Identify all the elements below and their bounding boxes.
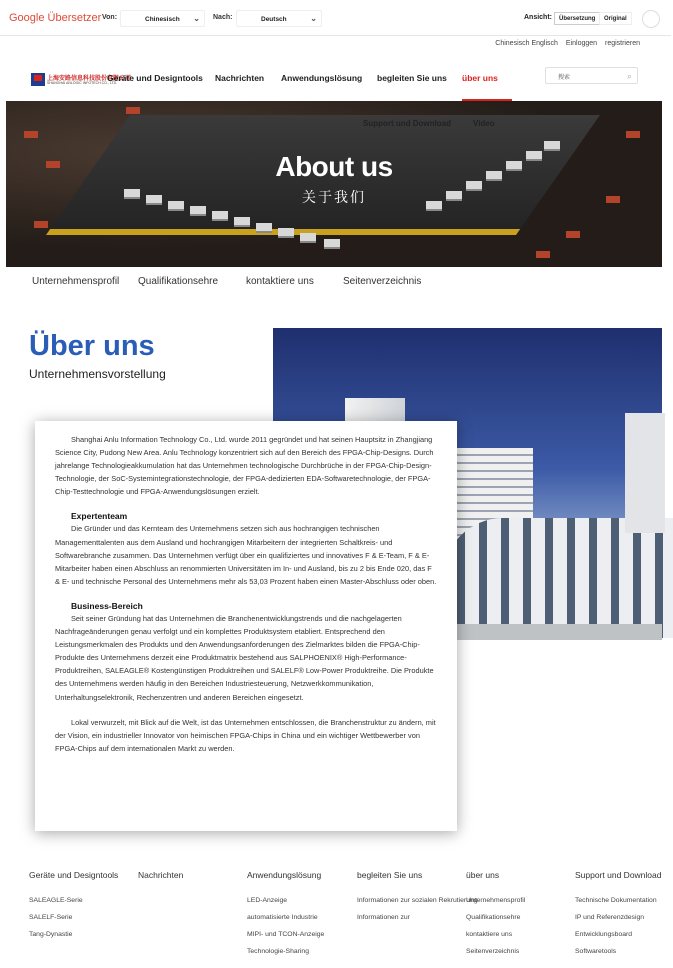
nav-item-solutions[interactable]: Anwendungslösung <box>281 73 363 83</box>
footer-col-about <box>466 870 525 965</box>
footer-col-title[interactable]: Geräte und Designtools <box>29 870 119 880</box>
login-link[interactable]: Einloggen <box>565 40 598 47</box>
nav-item-support[interactable]: Support und Download <box>363 119 451 128</box>
subnav-sitemap[interactable]: Seitenverzeichnis <box>343 276 422 287</box>
footer-col-title[interactable]: über uns <box>466 870 500 880</box>
about-intro-text: Shanghai Anlu Information Technology Co., Ltd. wurde 2011 gegründet und hat seinen Hauptsitz in Zhangjiang Science City, Pudong New Area. Anlu Technology konzentriert sich auf den Bereich des FPGA-Chip-Designs. Durch jahrelange Technologieakkumulation hat das Unternehmen technologische Durchbrüche in der FPGA-Chip-Design-Technologie, der SoC-Systemintegrationstechnologie, der FPGA-dedizierten EDA-Softwaretechnologie, der FPGA-Chip-Testtechnologie und FPGA-Anwendungslösungen erzielt. <box>55 435 434 497</box>
register-link[interactable]: registrieren <box>604 40 640 47</box>
business-heading: Business-Bereich <box>71 600 143 611</box>
footer-link[interactable]: Technologie-Sharing <box>247 948 309 955</box>
view-translation-button[interactable]: Übersetzung <box>554 12 600 25</box>
footer-link[interactable]: Softwaretools <box>575 948 617 955</box>
search-input[interactable]: 搜索 <box>558 75 571 81</box>
page-title: Über uns <box>29 330 155 362</box>
footer-col-careers <box>357 870 478 931</box>
nav-item-devices[interactable]: Geräte und Designtools <box>107 73 203 83</box>
page-subtitle: Unternehmensvorstellung <box>29 367 166 381</box>
footer-col-title[interactable]: Nachrichten <box>138 870 184 880</box>
to-label: Nach: <box>213 14 233 21</box>
logo-text-en: SHANGHAI ANLOGIC INFOTECH CO., LTD. <box>47 81 118 85</box>
footer-link[interactable]: Qualifikationsehre <box>466 914 521 921</box>
footer-link[interactable]: IP und Referenzdesign <box>575 914 645 921</box>
search-box[interactable] <box>545 67 638 84</box>
to-language-value: Deutsch <box>261 16 287 23</box>
logo-text-cn: 上海安路信息科技股份有限公司 <box>47 76 132 82</box>
footer-link[interactable]: MIPI- und TCON-Anzeige <box>247 931 325 938</box>
footer-col-devices <box>29 870 118 948</box>
footer-col-title[interactable]: begleiten Sie uns <box>357 870 423 880</box>
footer-link[interactable]: automatisierte Industrie <box>247 914 318 921</box>
from-language-select[interactable] <box>120 10 205 27</box>
translate-brand[interactable]: Google Übersetzer <box>9 12 102 24</box>
footer-link[interactable]: Technische Dokumentation <box>575 897 657 904</box>
team-heading: Expertenteam <box>71 511 128 522</box>
chevron-down-icon: ⌄ <box>310 14 317 23</box>
nav-item-careers[interactable]: begleiten Sie uns <box>377 73 447 83</box>
chevron-down-icon: ⌄ <box>193 14 200 23</box>
footer-link[interactable]: Entwicklungsboard <box>575 931 633 938</box>
footer-link[interactable]: SALELF-Serie <box>29 914 73 921</box>
subnav-profile[interactable]: Unternehmensprofil <box>32 276 120 287</box>
nav-item-news[interactable]: Nachrichten <box>215 73 265 83</box>
footer-col-solutions <box>247 870 324 965</box>
search-icon[interactable]: ⌕ <box>626 71 632 81</box>
footer-link[interactable]: Informationen zur <box>357 914 410 921</box>
footer-col-news <box>138 870 183 897</box>
business-text: Seit seiner Gründung hat das Unternehmen die Branchenentwicklungstrends und die nachgelagerten Nachfrageänderungen genau verfolgt und ein komplettes Produktsystem etabliert. Entsprechend den Leistungsmerkmalen des Produkts und den Anwendungsanforderungen des Zielmarktes bilden die FPGA-Chip-Produkte des Unternehmens derzeit eine Produktmatrix bestehend aus SALPHOENIX® High-Performance-Produktreihen, SALEAGLE® Kostengünstigen Produktreihen und SALELF® Low-Power Produktreihe. Die Produkte des Unternehmens werden häufig in den Bereichen Industriesteuerung, Netzwerkkommunikation, Unterhaltungselektronik, Rechenzentren und anderen Bereichen eingesetzt. <box>55 613 434 702</box>
language-link[interactable]: Chinesisch Englisch <box>495 40 558 47</box>
settings-circle-icon[interactable] <box>642 10 660 28</box>
footer-link[interactable]: Seitenverzeichnis <box>466 948 520 955</box>
top-links <box>489 40 640 47</box>
footer-col-title[interactable]: Support und Download <box>575 870 662 880</box>
subnav-qualifications[interactable]: Qualifikationsehre <box>138 276 219 287</box>
view-original-button[interactable]: Original <box>599 12 632 25</box>
footer-link[interactable]: kontaktiere uns <box>466 931 513 938</box>
hero-banner <box>6 101 662 267</box>
closing-text: Lokal verwurzelt, mit Blick auf die Welt, ist das Unternehmen entschlossen, die Branchenstruktur zu ändern, mit der Vision, ein industrieller Innovator von heimischen FPGA-Chips in China und ein wichtiger Wettbewerber von FPGA-Chips auf dem internationalen Markt zu werden. <box>55 717 436 753</box>
hero-subtitle: 关于我们 <box>302 189 366 205</box>
team-text: Die Gründer und das Kernteam des Unternehmens setzen sich aus hochrangigen technischen Managementtalenten aus dem Ausland und hochrangigen Mitarbeitern der integrierten Schaltkreis- und Softwarebranche zusammen. Das Unternehmen verfügt über ein qualifiziertes und innovatives F & E-Team, F & E-Mitarbeiter haben einen Abschluss an renommierten Universitäten im In- und Ausland, bis zu 2 bis Ende 020, das F & E- und technische Personal des Unternehmens mehr als 53,03 Prozent haben einen Master-Abschluss oder oben. <box>55 524 437 586</box>
to-language-select[interactable] <box>236 10 322 27</box>
from-label: Von: <box>102 14 118 21</box>
hero-title: About us <box>275 151 393 182</box>
footer-link[interactable]: Unternehmensprofil <box>466 897 526 904</box>
view-label: Ansicht: <box>524 14 552 21</box>
footer-link[interactable]: Informationen zur sozialen Rekrutierung <box>357 897 478 904</box>
from-language-value: Chinesisch <box>145 16 180 23</box>
footer-col-title[interactable]: Anwendungslösung <box>247 870 322 880</box>
footer-link[interactable]: SALEAGLE-Serie <box>29 897 83 904</box>
translate-bar <box>0 0 671 36</box>
nav-item-video[interactable]: Video <box>473 119 495 128</box>
nav-item-about[interactable]: über uns <box>462 73 498 83</box>
subnav-contact[interactable]: kontaktiere uns <box>246 276 314 287</box>
footer-link[interactable]: Tang-Dynastie <box>29 931 73 938</box>
logo-mark-icon <box>31 73 45 86</box>
footer-link[interactable]: LED-Anzeige <box>247 897 288 904</box>
footer-col-support <box>575 870 671 965</box>
about-text-card <box>35 421 457 831</box>
